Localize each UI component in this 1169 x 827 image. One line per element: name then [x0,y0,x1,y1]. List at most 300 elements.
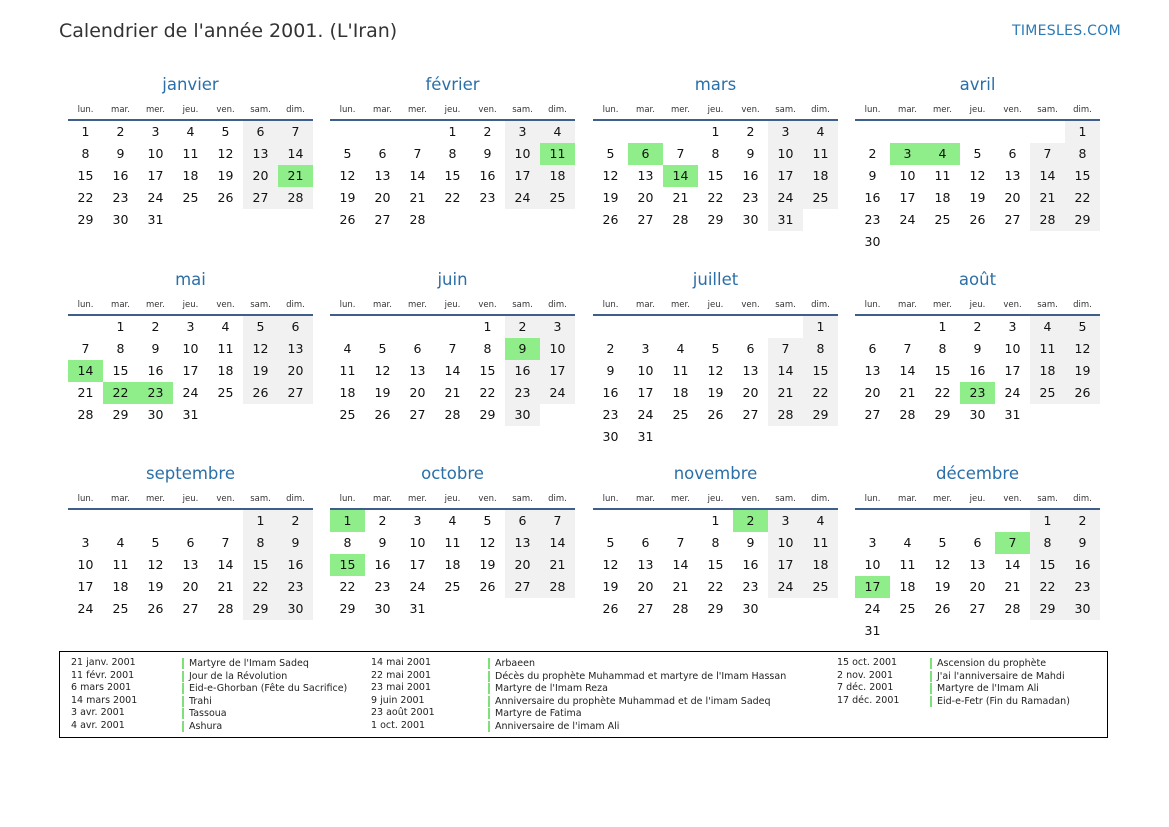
weekend-day-cell: 22 [1065,187,1100,209]
legend-date: 2 nov. 2001 [837,669,893,681]
month-12 [855,462,1100,642]
day-cell: 15 [77,168,94,183]
day-cell: 19 [969,190,986,205]
day-cell: 28 [217,601,234,616]
day-cell: 20 [1004,190,1021,205]
weekday-label: lun. [77,105,94,115]
day-cell: 21 [77,385,94,400]
day-grid [593,510,838,620]
weekday-label: ven. [216,494,235,504]
day-cell: 27 [637,601,654,616]
day-cell: 20 [637,190,654,205]
day-cell: 21 [217,579,234,594]
weekday-label: jeu. [707,300,724,310]
day-cell: 22 [77,190,94,205]
day-cell: 19 [602,190,619,205]
month-name: juin [437,270,468,289]
day-cell: 9 [746,146,755,161]
weekend-day-cell: 3 [540,316,575,338]
day-cell: 4 [186,124,195,139]
weekend-day-cell: 24 [540,382,575,404]
weekday-label: lun. [602,494,619,504]
day-cell: 29 [479,407,496,422]
weekend-day-cell: 20 [243,165,278,187]
weekend-day-cell: 15 [1030,554,1065,576]
holiday-day-cell: 21 [278,165,313,187]
legend-date: 22 mai 2001 [371,669,432,681]
weekend-day-cell: 13 [505,532,540,554]
day-cell: 21 [409,190,426,205]
weekend-day-cell: 2 [1065,510,1100,532]
day-cell: 13 [409,363,426,378]
legend-date: 9 juin 2001 [371,694,425,706]
weekday-label: lun. [864,105,881,115]
holiday-day-cell: 3 [890,143,925,165]
weekday-label: sam. [1037,105,1058,115]
weekend-day-cell: 9 [278,532,313,554]
day-cell: 12 [602,557,619,572]
legend-date: 1 oct. 2001 [371,719,426,731]
weekend-day-cell: 8 [1065,143,1100,165]
day-cell: 21 [899,385,916,400]
day-cell: 28 [672,601,689,616]
day-cell: 30 [147,407,164,422]
day-cell: 25 [112,601,129,616]
weekday-label: jeu. [444,494,461,504]
weekend-day-cell: 22 [803,382,838,404]
legend-holiday-name: Anniversaire de l'imam Ali [488,721,619,732]
month-7 [593,268,838,448]
day-cell: 18 [112,579,129,594]
weekend-day-cell: 31 [768,209,803,231]
holiday-day-cell: 1 [330,510,365,532]
day-cell: 6 [973,535,982,550]
weekend-day-cell: 15 [803,360,838,382]
day-cell: 7 [448,341,457,356]
legend-holiday-name: Eid-e-Fetr (Fin du Ramadan) [930,696,1070,707]
day-cell: 27 [1004,212,1021,227]
legend-date: 6 mars 2001 [71,682,132,694]
month-name: mai [175,270,206,289]
weekend-day-cell: 14 [540,532,575,554]
weekend-day-cell: 8 [803,338,838,360]
day-cell: 25 [339,407,356,422]
day-cell: 31 [637,429,654,444]
day-cell: 7 [676,535,685,550]
day-cell: 27 [374,212,391,227]
day-cell: 26 [374,407,391,422]
day-cell: 23 [742,190,759,205]
day-cell: 22 [934,385,951,400]
weekend-day-cell: 20 [278,360,313,382]
day-cell: 17 [182,363,199,378]
day-cell: 24 [409,579,426,594]
weekend-day-cell: 4 [803,121,838,143]
weekend-day-cell: 5 [243,316,278,338]
day-cell: 28 [409,212,426,227]
day-cell: 11 [899,557,916,572]
day-grid [330,121,575,231]
weekday-label: dim. [811,105,830,115]
weekday-label: mer. [671,105,690,115]
day-cell: 3 [641,341,650,356]
day-cell: 15 [707,557,724,572]
weekend-day-cell: 13 [243,143,278,165]
weekend-day-cell: 6 [505,510,540,532]
weekend-day-cell: 3 [768,510,803,532]
weekday-label: sam. [250,494,271,504]
legend-date: 7 déc. 2001 [837,682,894,694]
day-cell: 28 [899,407,916,422]
day-cell: 24 [147,190,164,205]
day-grid [593,316,838,448]
day-cell: 11 [182,146,199,161]
day-cell: 30 [969,407,986,422]
brand-link[interactable]: TIMESLES.COM [1012,23,1121,39]
weekend-day-cell: 30 [1065,598,1100,620]
day-cell: 29 [77,212,94,227]
weekend-day-cell: 13 [278,338,313,360]
weekday-label: ven. [1003,494,1022,504]
weekend-day-cell: 17 [540,360,575,382]
holiday-day-cell: 7 [995,532,1030,554]
weekend-day-cell: 29 [243,598,278,620]
day-cell: 19 [707,385,724,400]
day-cell: 21 [1004,579,1021,594]
month-5 [68,268,313,426]
day-cell: 23 [864,212,881,227]
day-cell: 9 [116,146,125,161]
day-cell: 26 [602,601,619,616]
legend-holiday-name: Décès du prophète Muhammad et martyre de l'Imam Hassan [488,671,786,682]
weekend-day-cell: 28 [768,404,803,426]
weekday-header [68,104,313,117]
day-cell: 26 [602,212,619,227]
weekday-label: ven. [1003,300,1022,310]
day-cell: 22 [707,190,724,205]
day-cell: 12 [374,363,391,378]
day-cell: 29 [707,212,724,227]
page-title: Calendrier de l'année 2001. (L'Iran) [59,20,398,42]
day-cell: 17 [77,579,94,594]
day-cell: 25 [899,601,916,616]
day-cell: 28 [672,212,689,227]
day-cell: 3 [81,535,90,550]
day-cell: 5 [483,513,492,528]
holiday-day-cell: 22 [103,382,138,404]
weekday-label: dim. [286,105,305,115]
weekend-day-cell: 24 [768,187,803,209]
weekend-day-cell: 11 [1030,338,1065,360]
weekday-label: dim. [811,300,830,310]
month-name: septembre [146,464,235,483]
month-9 [68,462,313,620]
legend-holiday-name: Ashura [182,721,222,732]
day-cell: 19 [479,557,496,572]
legend-holiday-name: Anniversaire du prophète Muhammad et de l'imam Sadeq [488,696,771,707]
day-cell: 6 [868,341,877,356]
day-cell: 27 [864,407,881,422]
day-cell: 26 [707,407,724,422]
weekday-label: jeu. [969,494,986,504]
weekend-day-cell: 6 [243,121,278,143]
weekend-day-cell: 16 [1065,554,1100,576]
legend-date: 4 avr. 2001 [71,719,125,731]
day-cell: 17 [409,557,426,572]
weekday-header [855,493,1100,506]
day-cell: 14 [409,168,426,183]
day-cell: 9 [746,535,755,550]
weekend-day-cell: 14 [768,360,803,382]
weekend-day-cell: 2 [505,316,540,338]
legend-holiday-name: J'ai l'anniversaire de Mahdi [930,671,1065,682]
day-cell: 14 [444,363,461,378]
legend-holiday-name: Martyre de l'Imam Reza [488,683,608,694]
day-cell: 20 [374,190,391,205]
day-cell: 31 [864,623,881,638]
weekday-label: dim. [1073,494,1092,504]
weekday-header [593,104,838,117]
day-cell: 12 [934,557,951,572]
day-cell: 10 [1004,341,1021,356]
day-cell: 3 [413,513,422,528]
legend-date: 17 déc. 2001 [837,694,900,706]
day-cell: 2 [116,124,125,139]
day-cell: 13 [637,557,654,572]
weekday-label: mer. [671,300,690,310]
weekend-day-cell: 25 [803,576,838,598]
weekday-label: ven. [216,300,235,310]
month-name: août [958,270,997,289]
day-cell: 2 [483,124,492,139]
weekday-header [330,493,575,506]
weekend-day-cell: 18 [1030,360,1065,382]
day-cell: 9 [378,535,387,550]
weekend-day-cell: 28 [1030,209,1065,231]
weekday-label: mar. [373,494,392,504]
day-cell: 11 [672,363,689,378]
day-cell: 27 [409,407,426,422]
day-cell: 16 [742,168,759,183]
day-cell: 16 [742,557,759,572]
day-cell: 2 [606,341,615,356]
weekend-day-cell: 12 [1065,338,1100,360]
day-cell: 2 [151,319,160,334]
month-name: novembre [673,464,758,483]
day-cell: 27 [742,407,759,422]
day-cell: 23 [112,190,129,205]
day-cell: 23 [742,579,759,594]
weekend-day-cell: 18 [540,165,575,187]
weekday-label: sam. [775,300,796,310]
weekday-label: mar. [373,300,392,310]
day-cell: 31 [1004,407,1021,422]
weekend-day-cell: 6 [278,316,313,338]
weekday-label: jeu. [969,105,986,115]
weekday-label: dim. [548,105,567,115]
weekday-label: lun. [602,105,619,115]
day-cell: 8 [116,341,125,356]
day-cell: 24 [1004,385,1021,400]
month-4 [855,73,1100,253]
day-grid [855,510,1100,642]
day-grid [855,121,1100,253]
holiday-day-cell: 14 [68,360,103,382]
day-cell: 9 [151,341,160,356]
weekend-day-cell: 14 [1030,165,1065,187]
day-cell: 12 [602,168,619,183]
day-cell: 14 [672,557,689,572]
day-cell: 17 [147,168,164,183]
day-cell: 27 [637,212,654,227]
month-name: février [425,75,480,94]
day-cell: 18 [339,385,356,400]
weekday-label: mer. [933,300,952,310]
day-cell: 1 [116,319,125,334]
day-cell: 20 [409,385,426,400]
day-cell: 3 [1008,319,1017,334]
legend-date: 11 févr. 2001 [71,669,135,681]
day-cell: 11 [934,168,951,183]
weekday-label: sam. [1037,494,1058,504]
day-cell: 29 [934,407,951,422]
day-cell: 7 [413,146,422,161]
holiday-day-cell: 15 [330,554,365,576]
legend-holiday-name: Trahi [182,696,212,707]
weekend-day-cell: 7 [768,338,803,360]
weekday-label: mar. [898,300,917,310]
day-cell: 11 [339,363,356,378]
holiday-day-cell: 23 [960,382,995,404]
day-cell: 26 [479,579,496,594]
day-cell: 8 [711,535,720,550]
day-cell: 17 [1004,363,1021,378]
weekday-header [330,104,575,117]
day-cell: 26 [934,601,951,616]
day-cell: 5 [343,146,352,161]
day-cell: 15 [479,363,496,378]
legend-holiday-name: Tassoua [182,708,227,719]
holiday-day-cell: 14 [663,165,698,187]
day-cell: 12 [339,168,356,183]
weekend-day-cell: 10 [768,532,803,554]
day-cell: 24 [77,601,94,616]
legend-date: 21 janv. 2001 [71,657,136,668]
day-cell: 7 [676,146,685,161]
weekday-label: dim. [811,494,830,504]
weekday-label: ven. [478,494,497,504]
day-cell: 30 [742,212,759,227]
weekend-day-cell: 8 [243,532,278,554]
month-name: décembre [936,464,1019,483]
holiday-day-cell: 23 [138,382,173,404]
day-cell: 18 [899,579,916,594]
month-11 [593,462,838,620]
month-name: juillet [692,270,739,289]
weekend-day-cell: 10 [505,143,540,165]
weekend-day-cell: 7 [540,510,575,532]
weekday-label: jeu. [182,494,199,504]
weekday-label: lun. [602,300,619,310]
day-cell: 9 [606,363,615,378]
day-cell: 6 [746,341,755,356]
weekday-label: mer. [933,105,952,115]
day-cell: 29 [339,601,356,616]
day-cell: 3 [868,535,877,550]
weekend-day-cell: 27 [243,187,278,209]
weekday-label: ven. [741,300,760,310]
legend-holiday-name: Martyre de l'Imam Sadeq [182,658,309,669]
day-cell: 18 [934,190,951,205]
legend-holiday-name: Jour de la Révolution [182,671,287,682]
weekday-label: ven. [216,105,235,115]
weekday-label: dim. [286,494,305,504]
day-cell: 25 [182,190,199,205]
day-cell: 11 [217,341,234,356]
day-cell: 15 [112,363,129,378]
day-cell: 16 [112,168,129,183]
weekend-day-cell: 21 [768,382,803,404]
weekday-label: lun. [864,300,881,310]
day-cell: 20 [864,385,881,400]
day-cell: 10 [899,168,916,183]
day-cell: 2 [973,319,982,334]
weekend-day-cell: 15 [243,554,278,576]
day-cell: 16 [602,385,619,400]
holiday-day-cell: 4 [925,143,960,165]
weekday-label: mer. [408,300,427,310]
weekday-label: mar. [373,105,392,115]
weekday-label: mar. [636,494,655,504]
day-cell: 25 [672,407,689,422]
weekday-label: dim. [548,494,567,504]
weekend-day-cell: 14 [278,143,313,165]
day-cell: 9 [973,341,982,356]
day-cell: 25 [934,212,951,227]
day-cell: 25 [444,579,461,594]
day-cell: 14 [217,557,234,572]
weekday-label: mer. [408,105,427,115]
weekend-day-cell: 4 [540,121,575,143]
day-cell: 8 [343,535,352,550]
day-cell: 12 [217,146,234,161]
legend-date: 3 avr. 2001 [71,707,125,719]
legend-holiday-name: Ascension du prophète [930,658,1046,669]
day-cell: 1 [711,124,720,139]
day-grid [68,316,313,426]
day-cell: 28 [77,407,94,422]
weekday-label: mar. [111,105,130,115]
day-cell: 20 [182,579,199,594]
day-cell: 16 [374,557,391,572]
weekend-day-cell: 4 [803,510,838,532]
weekday-header [593,299,838,312]
day-cell: 13 [182,557,199,572]
day-grid [330,316,575,426]
weekday-label: lun. [339,494,356,504]
day-cell: 10 [864,557,881,572]
weekday-label: mar. [636,300,655,310]
day-cell: 21 [672,579,689,594]
weekday-header [330,299,575,312]
day-cell: 4 [448,513,457,528]
day-grid [330,510,575,620]
weekday-label: mar. [111,494,130,504]
weekday-header [593,493,838,506]
day-cell: 2 [868,146,877,161]
day-cell: 13 [374,168,391,183]
weekend-day-cell: 7 [1030,143,1065,165]
